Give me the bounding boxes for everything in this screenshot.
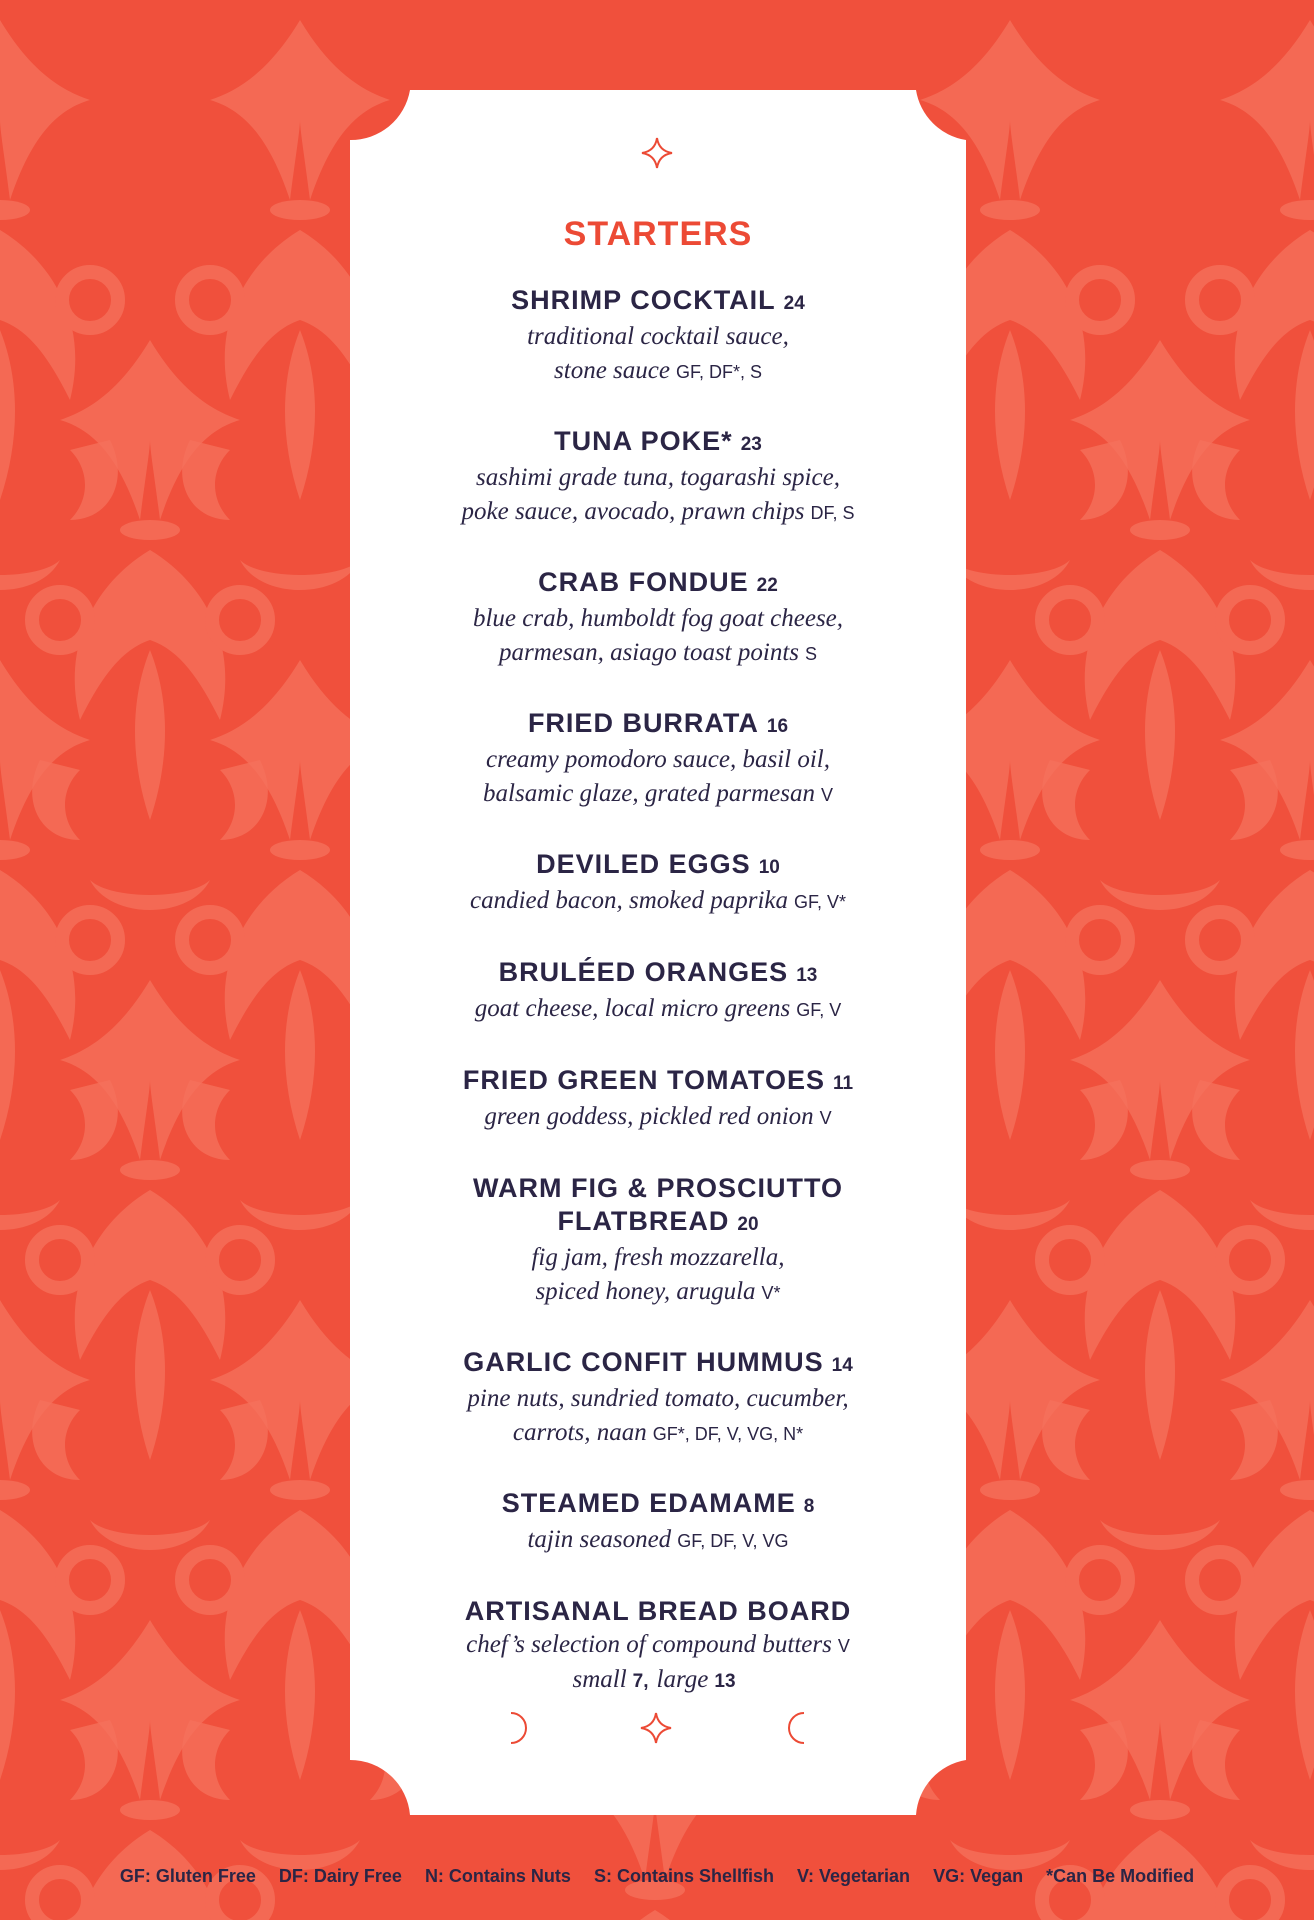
item-description: blue crab, humboldt fog goat cheese, parmesan, asiago toast points S bbox=[472, 605, 844, 666]
item-name: SHRIMP COCKTAIL 24 bbox=[511, 285, 805, 315]
section-title: STARTERS bbox=[563, 215, 753, 253]
menu-item-tuna-poke bbox=[350, 425, 966, 530]
dietary-tags: GF, DF, V, VG bbox=[677, 1531, 789, 1551]
item-description: candied bacon, smoked paprika GF, V* bbox=[470, 887, 846, 914]
legend-item: N: Contains Nuts bbox=[424, 1866, 571, 1886]
item-name: ARTISANAL BREAD BOARD bbox=[464, 1596, 852, 1626]
item-price: 8 bbox=[803, 1496, 815, 1517]
dietary-tags: S bbox=[805, 644, 818, 664]
item-price: 24 bbox=[783, 293, 805, 314]
item-name: STEAMED EDAMAME 8 bbox=[501, 1488, 815, 1518]
dietary-legend bbox=[0, 1866, 1314, 1887]
item-price: 22 bbox=[756, 575, 778, 596]
item-description: chef’s selection of compound butters V small 7, large 13 bbox=[350, 1628, 966, 1699]
legend-item: VG: Vegan bbox=[933, 1866, 1024, 1886]
dietary-tags: V bbox=[837, 1636, 850, 1656]
item-price: 20 bbox=[737, 1214, 759, 1235]
item-description: traditional cocktail sauce, stone sauce GF, DF*, S bbox=[527, 323, 789, 384]
dietary-tags: V bbox=[820, 785, 833, 805]
item-name: FRIED GREEN TOMATOES 11 bbox=[462, 1065, 854, 1095]
item-name: DEVILED EGGS 10 bbox=[536, 849, 780, 879]
item-name: WARM FIG & PROSCIUTTO FLATBREAD 20 bbox=[473, 1173, 843, 1236]
menu-item-fried-green-tomatoes bbox=[350, 1064, 966, 1135]
four-point-star-icon bbox=[639, 1710, 673, 1746]
large-price: 13 bbox=[714, 1671, 736, 1692]
crescent-moon-icon bbox=[780, 1710, 814, 1746]
dietary-tags: GF*, DF, V, VG, N* bbox=[652, 1424, 804, 1444]
menu-item-artisanal-bread-board bbox=[350, 1595, 966, 1699]
bottom-ornaments bbox=[350, 1710, 966, 1750]
legend-item: GF: Gluten Free bbox=[119, 1866, 256, 1886]
menu-item-shrimp-cocktail bbox=[350, 284, 966, 389]
legend-item: S: Contains Shellfish bbox=[593, 1866, 774, 1886]
menu-item-warm-fig-flatbread bbox=[350, 1172, 966, 1310]
menu-item-crab-fondue bbox=[350, 566, 966, 671]
dietary-tags: GF, V bbox=[796, 1000, 842, 1020]
dietary-tags: GF, V* bbox=[793, 892, 846, 912]
dietary-tags: V bbox=[819, 1108, 832, 1128]
legend-item: V: Vegetarian bbox=[797, 1866, 911, 1886]
item-price: 11 bbox=[832, 1073, 854, 1094]
dietary-tags: V* bbox=[761, 1283, 781, 1303]
item-name: TUNA POKE* 23 bbox=[554, 426, 762, 456]
dietary-tags: GF, DF*, S bbox=[675, 362, 762, 382]
size-options: small 7, large 13 bbox=[572, 1666, 736, 1693]
menu-item-fried-burrata bbox=[350, 707, 966, 812]
legend-item: DF: Dairy Free bbox=[278, 1866, 402, 1886]
menu-card bbox=[350, 90, 966, 1815]
item-price: 23 bbox=[740, 434, 762, 455]
legend-item: *Can Be Modified bbox=[1046, 1866, 1195, 1886]
four-point-star-icon bbox=[640, 136, 674, 170]
item-price: 10 bbox=[758, 857, 780, 878]
item-name: BRULÉED ORANGES 13 bbox=[498, 957, 818, 987]
item-price: 14 bbox=[831, 1355, 853, 1376]
item-name: FRIED BURRATA 16 bbox=[527, 708, 789, 738]
small-price: 7, bbox=[632, 1671, 649, 1692]
item-description: tajin seasoned GF, DF, V, VG bbox=[527, 1526, 789, 1553]
crescent-moon-icon bbox=[501, 1710, 535, 1746]
item-description: sashimi grade tuna, togarashi spice, poke sauce, avocado, prawn chips DF, S bbox=[461, 464, 855, 525]
item-description: pine nuts, sundried tomato, cucumber, carrots, naan GF*, DF, V, VG, N* bbox=[467, 1385, 849, 1446]
dietary-tags: DF, S bbox=[810, 503, 855, 523]
menu-item-bruleed-oranges bbox=[350, 956, 966, 1027]
menu-item-steamed-edamame bbox=[350, 1487, 966, 1558]
item-description: creamy pomodoro sauce, basil oil, balsamic glaze, grated parmesan V bbox=[483, 746, 833, 807]
item-name: CRAB FONDUE 22 bbox=[538, 567, 778, 597]
item-price: 16 bbox=[766, 716, 789, 737]
menu-item-deviled-eggs bbox=[350, 848, 966, 919]
item-description: goat cheese, local micro greens GF, V bbox=[474, 995, 842, 1022]
item-description: fig jam, fresh mozzarella, spiced honey, arugula V* bbox=[531, 1244, 785, 1305]
menu-item-garlic-confit-hummus bbox=[350, 1346, 966, 1451]
item-name: GARLIC CONFIT HUMMUS 14 bbox=[463, 1347, 853, 1377]
menu-items bbox=[350, 284, 966, 1699]
item-description: green goddess, pickled red onion V bbox=[484, 1103, 832, 1130]
item-price: 13 bbox=[796, 965, 818, 986]
